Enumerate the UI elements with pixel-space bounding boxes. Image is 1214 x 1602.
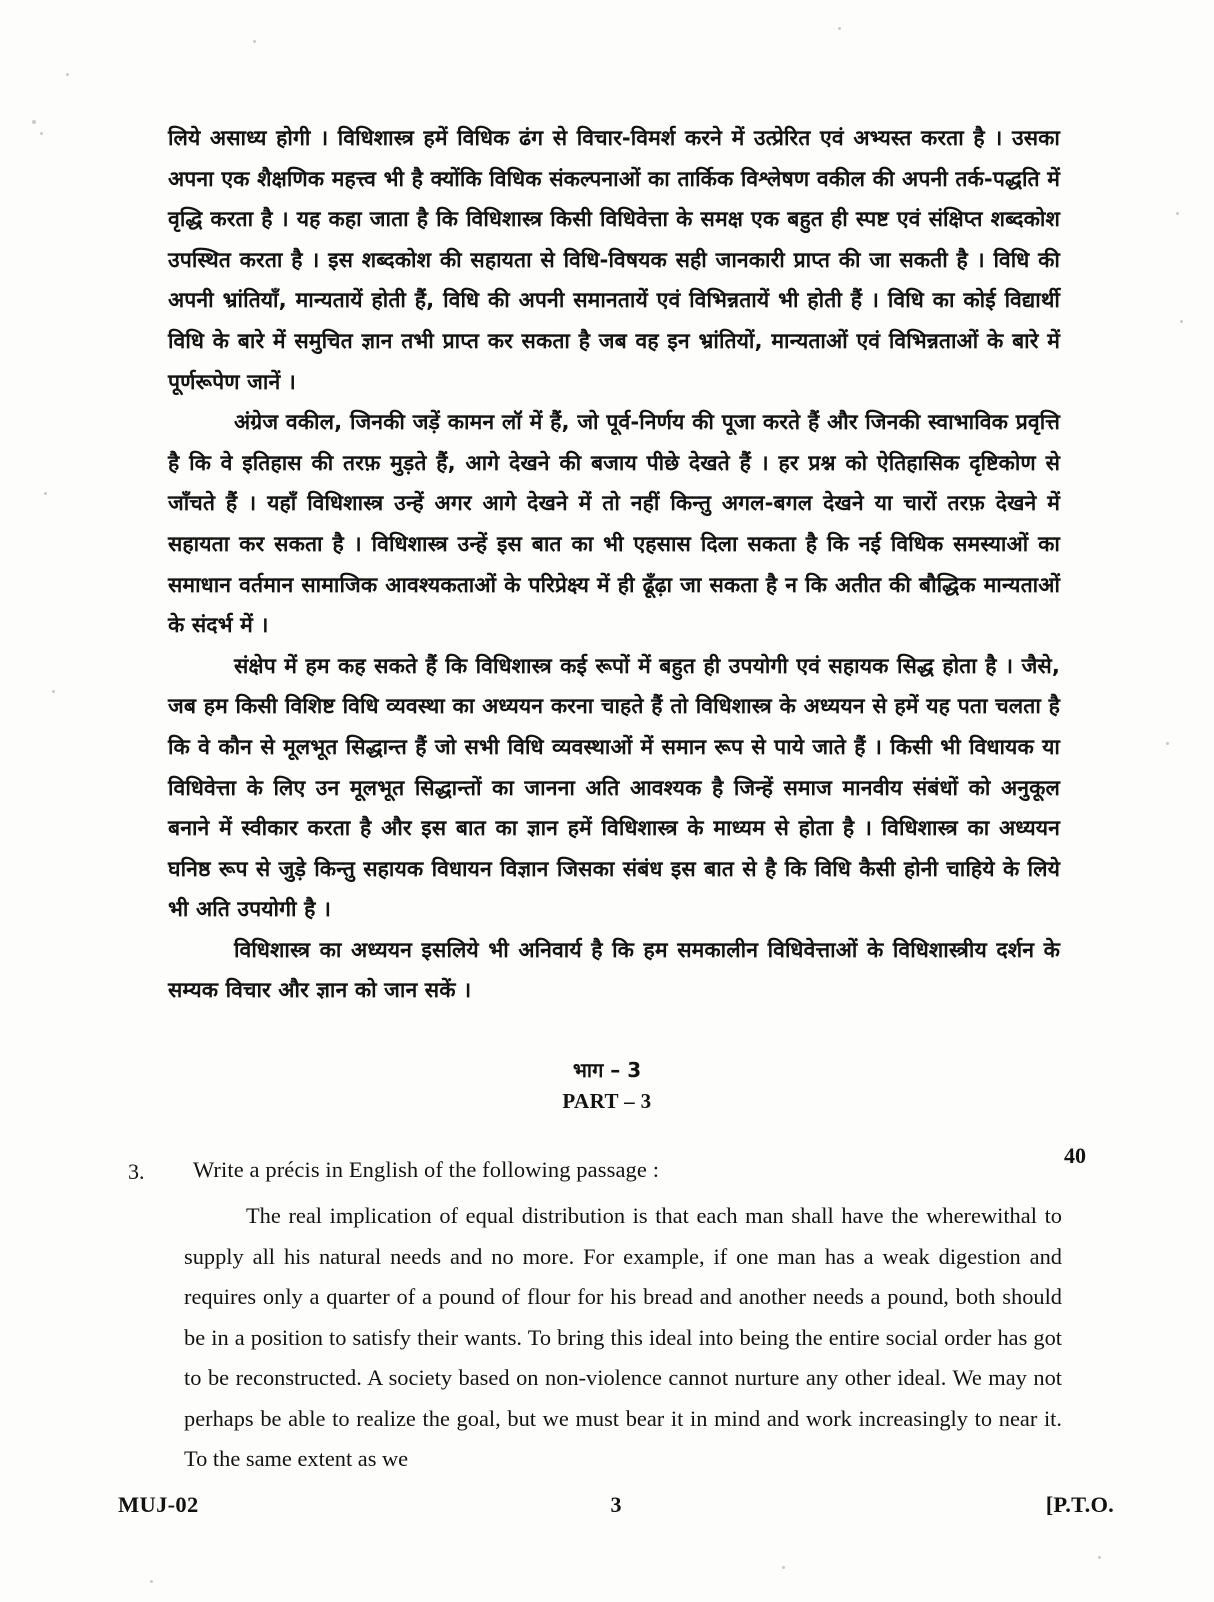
scan-speck <box>150 1580 153 1583</box>
hindi-text-body <box>168 118 1060 1011</box>
question-number: 3. <box>128 1159 145 1184</box>
hindi-paragraph-2: अंग्रेज वकील, जिनकी जड़ें कामन लॉ में हैं, जो पूर्व-निर्णय की पूजा करते हैं और जिनकी स्वाभाविक प्रवृत्ति है कि वे इतिहास की तरफ़ मुड़ते हैं, आगे देखने की बजाय पीछे देखते हैं । हर प्रश्न को ऐतिहासिक दृष्टिकोण से जाँचते हैं । यहाँ विधिशास्त्र उन्हें अगर आगे देखने में तो नहीं किन्तु अगल-बगल देखने या चारों तरफ़ देखने में सहायता कर सकता है । विधिशास्त्र उन्हें इस बात का भी एहसास दिला सकता है कि नई विधिक समस्याओं का समाधान वर्तमान सामाजिक आवश्यकताओं के परिप्रेक्ष्य में ही ढूँढ़ा जा सकता है न कि अतीत की बौद्धिक मान्यताओं के संदर्भ में । <box>168 409 1060 638</box>
scan-speck <box>40 132 43 135</box>
turn-over-marker: [P.T.O. <box>1045 1492 1114 1517</box>
scan-speck <box>253 40 256 43</box>
question-text: Write a précis in English of the following passage : <box>193 1157 660 1182</box>
part-heading-block <box>0 1055 1214 1117</box>
scan-speck <box>52 690 55 693</box>
scan-speck <box>782 1566 785 1569</box>
scan-speck <box>66 73 69 76</box>
scan-speck <box>32 120 36 124</box>
hindi-paragraph-4: विधिशास्त्र का अध्ययन इसलिये भी अनिवार्य है कि हम समकालीन विधिवेत्ताओं के विधिशास्त्रीय दर्शन के सम्यक विचार और ज्ञान को जान सकें । <box>168 936 1060 1003</box>
part-heading-hindi: भाग – 3 <box>572 1058 642 1082</box>
question-marks: 40 <box>1064 1143 1086 1168</box>
scan-speck <box>1176 212 1179 215</box>
page-number: 3 <box>610 1492 622 1517</box>
scan-speck <box>838 27 841 30</box>
hindi-paragraph-3: संक्षेप में हम कह सकते हैं कि विधिशास्त्र कई रूपों में बहुत ही उपयोगी एवं सहायक सिद्ध होता है । जैसे, जब हम किसी विशिष्ट विधि व्यवस्था का अध्ययन करना चाहते हैं तो विधिशास्त्र के अध्ययन से हमें यह पता चलता है कि वे कौन से मूलभूत सिद्धान्त हैं जो सभी विधि व्यवस्थाओं में समान रूप से पाये जाते हैं । किसी भी विधायक या विधिवेत्ता के लिए उन मूलभूत सिद्धान्तों का जानना अति आवश्यक है जिन्हें समाज मानवीय संबंधों को अनुकूल बनाने में स्वीकार करता है और इस बात का ज्ञान हमें विधिशास्त्र के माध्यम से होता है । विधिशास्त्र का अध्ययन घनिष्ठ रूप से जुड़े किन्तु सहायक विधायन विज्ञान जिसका संबंध इस बात से है कि विधि कैसी होनी चाहिये के लिये भी अति उपयोगी है । <box>168 652 1060 922</box>
scan-speck <box>1166 742 1169 745</box>
hindi-paragraph-1: लिये असाध्य होगी । विधिशास्त्र हमें विधिक ढंग से विचार-विमर्श करने में उत्प्रेरित एवं अभ्यस्त करता है । उसका अपना एक शैक्षणिक महत्त्व भी है क्योंकि विधिक संकल्पनाओं का तार्किक विश्लेषण वकील की अपनी तर्क-पद्धति में वृद्धि करता है । यह कहा जाता है कि विधिशास्त्र किसी विधिवेत्ता के समक्ष एक बहुत ही स्पष्ट एवं संक्षिप्त शब्दकोश उपस्थित करता है । इस शब्दकोश की सहायता से विधि-विषयक सही जानकारी प्राप्त की जा सकती है । विधि की अपनी भ्रांतियाँ, मान्यतायें होती हैं, विधि की अपनी समानतायें एवं विभिन्नतायें भी होती हैं । विधि का कोई विद्यार्थी विधि के बारे में समुचित ज्ञान तभी प्राप्त कर सकता है जब वह इन भ्रांतियों, मान्यताओं एवं विभिन्नताओं के बारे में पूर्णरूपेण जानें । <box>168 125 1060 394</box>
paper-code: MUJ-02 <box>118 1492 199 1517</box>
scan-speck <box>1180 320 1183 323</box>
part-heading-english: PART – 3 <box>562 1089 652 1113</box>
english-passage: The real implication of equal distribution is that each man shall have the wherewithal to supply all his natural needs and no more. For example, if one man has a weak digestion and requires only a quarter of a pound of flour for his bread and another needs a pound, both should be in a position to satisfy their wants. To bring this ideal into being the entire social order has got to be reconstructed. A society based on non-violence cannot nurture any other ideal. We may not perhaps be able to realize the goal, but we must bear it in mind and work increasingly to near it. To the same extent as we <box>184 1203 1062 1471</box>
scan-speck <box>44 492 47 495</box>
page-footer <box>118 1492 1114 1526</box>
scan-speck <box>1098 1556 1101 1559</box>
